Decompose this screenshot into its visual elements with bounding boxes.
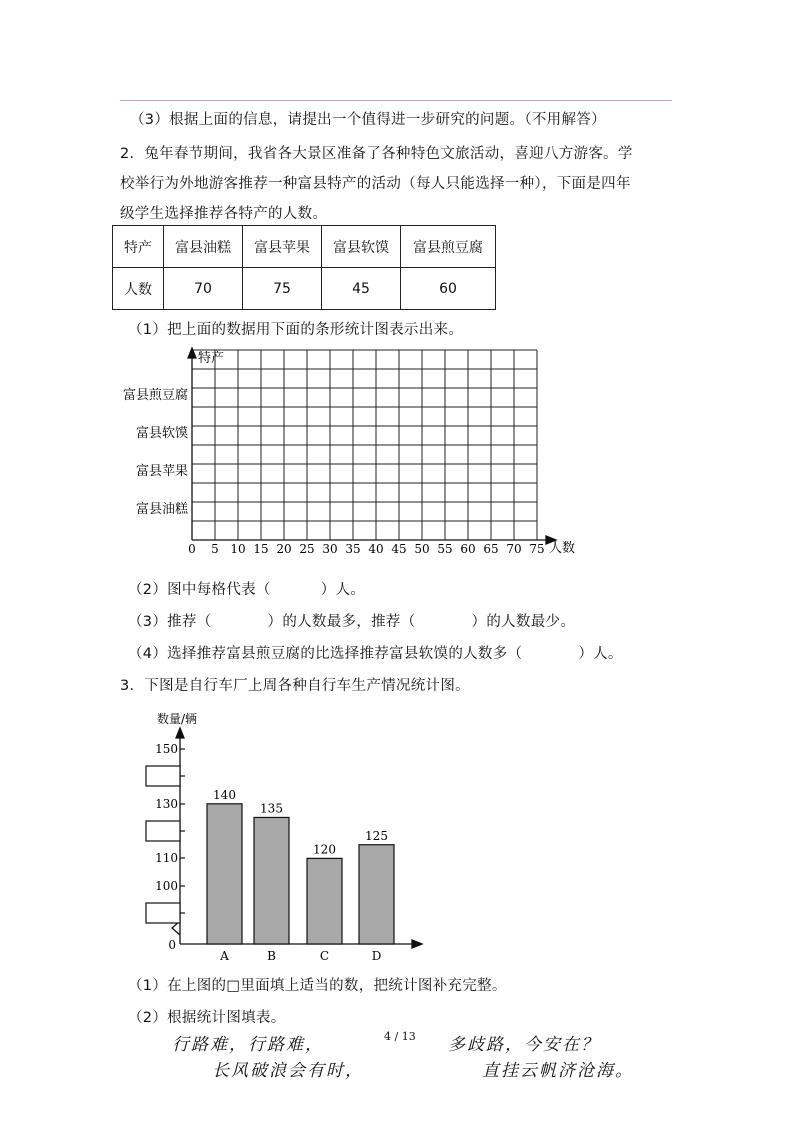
table-value: 75 (243, 268, 322, 310)
q2-intro-line2: 校举行为外地游客推荐一种富县特产的活动（每人只能选择一种），下面是四年 (120, 176, 631, 192)
q3-intro: 3．下图是自行车厂上周各种自行车生产情况统计图。 (120, 678, 470, 694)
bar-C (307, 858, 342, 944)
grid-x-label: 人数 (549, 541, 576, 556)
poem-line1-left: 行路难，行路难， (172, 1035, 324, 1055)
chart-y-tick-label: 110 (155, 851, 178, 865)
grid-x-tick-label: 50 (414, 542, 430, 556)
grid-category-label: 富县油糕 (135, 502, 188, 517)
bar-value-label: 120 (313, 842, 336, 857)
table-value: 70 (164, 268, 243, 310)
chart-y-tick-label: 150 (155, 742, 178, 756)
q1-part3-text: （3）根据上面的信息，请提出一个值得进一步研究的问题。（不用解答） (130, 112, 606, 128)
grid-x-tick-label: 75 (529, 542, 545, 556)
bar-value-label: 135 (260, 801, 283, 816)
grid-x-tick-label: 55 (437, 542, 453, 556)
chart-bars (207, 788, 394, 963)
grid-x-tick-label: 0 (188, 542, 196, 556)
bar-B (254, 817, 289, 944)
grid-x-tick-label: 30 (322, 542, 338, 556)
q2-part3-middle: ）的人数最多，推荐（ (267, 614, 416, 630)
bar-value-label: 140 (213, 787, 236, 802)
bar-category-label: C (319, 949, 330, 963)
page-number: 4 / 13 (384, 1030, 416, 1043)
chart-y-tick-label: 100 (155, 879, 178, 893)
fill-in-box[interactable] (146, 821, 180, 841)
grid-x-tick-label: 20 (276, 542, 292, 556)
grid-x-tick-label: 60 (460, 542, 476, 556)
q2-part2-suffix: ）人。 (320, 582, 366, 598)
grid-x-tick-label: 65 (483, 542, 499, 556)
q2-part4-prefix: （4）选择推荐富县煎豆腐的比选择推荐富县软馍的人数多（ (128, 646, 523, 662)
q2-intro-line1: 2．兔年春节期间，我省各大景区准备了各种特色文旅活动，喜迎八方游客。学 (120, 146, 633, 162)
grid-category-label: 富县煎豆腐 (122, 388, 188, 403)
table-item: 富县油糕 (164, 226, 243, 268)
grid-x-tick-label: 40 (368, 542, 384, 556)
grid-category-label: 富县软馍 (135, 426, 188, 441)
grid-y-label: 特产 (198, 351, 225, 366)
table-row-label: 人数 (113, 268, 164, 310)
bar-category-label: B (267, 949, 276, 963)
bar-category-label: D (371, 949, 382, 963)
chart-y-arrow-icon (176, 728, 184, 738)
grid-x-tick-label: 5 (211, 542, 219, 556)
grid-x-tick-label: 35 (345, 542, 361, 556)
chart-y-tick-label: 130 (155, 797, 178, 811)
q2-intro-line3: 级学生选择推荐各特产的人数。 (120, 206, 328, 222)
poem-line2-left: 长风破浪会有时， (212, 1061, 364, 1081)
table-item: 富县软馍 (322, 226, 401, 268)
q3-part1: （1）在上图的□里面填上适当的数，把统计图补充完整。 (128, 978, 507, 994)
bar-D (359, 845, 394, 944)
q2-part4-suffix: ）人。 (578, 646, 623, 662)
chart-y-label: 数量/辆 (157, 712, 198, 726)
chart-y-tick-label: 0 (168, 938, 176, 952)
q3-part2: （2）根据统计图填表。 (128, 1010, 286, 1026)
bar-value-label: 125 (365, 828, 388, 843)
q2-part1-text: （1）把上面的数据用下面的条形统计图表示出来。 (128, 322, 464, 338)
fill-in-box[interactable] (146, 766, 180, 786)
chart-x-arrow-icon (412, 940, 422, 948)
bar-category-label: A (220, 949, 229, 963)
table-value: 45 (322, 268, 401, 310)
grid-category-label: 富县苹果 (135, 464, 188, 479)
poem-line1-right: 多歧路，今安在？ (448, 1035, 600, 1055)
grid-x-tick-label: 15 (253, 542, 269, 556)
grid-x-tick-label: 10 (230, 542, 246, 556)
table-header-label: 特产 (113, 226, 164, 268)
q2-part3-suffix: ）的人数最少。 (471, 614, 576, 630)
table-item: 富县苹果 (243, 226, 322, 268)
table-item: 富县煎豆腐 (401, 226, 496, 268)
q2-part3-prefix: （3）推荐（ (128, 614, 212, 630)
bar-A (207, 804, 242, 944)
grid-x-tick-label: 25 (299, 542, 315, 556)
fill-in-box[interactable] (146, 903, 180, 923)
table-value: 60 (401, 268, 496, 310)
q2-part2-prefix: （2）图中每格代表（ (128, 582, 271, 598)
poem-line2-right: 直挂云帆济沧海。 (482, 1061, 634, 1081)
grid-x-tick-label: 45 (391, 542, 407, 556)
grid-x-tick-label: 70 (506, 542, 522, 556)
